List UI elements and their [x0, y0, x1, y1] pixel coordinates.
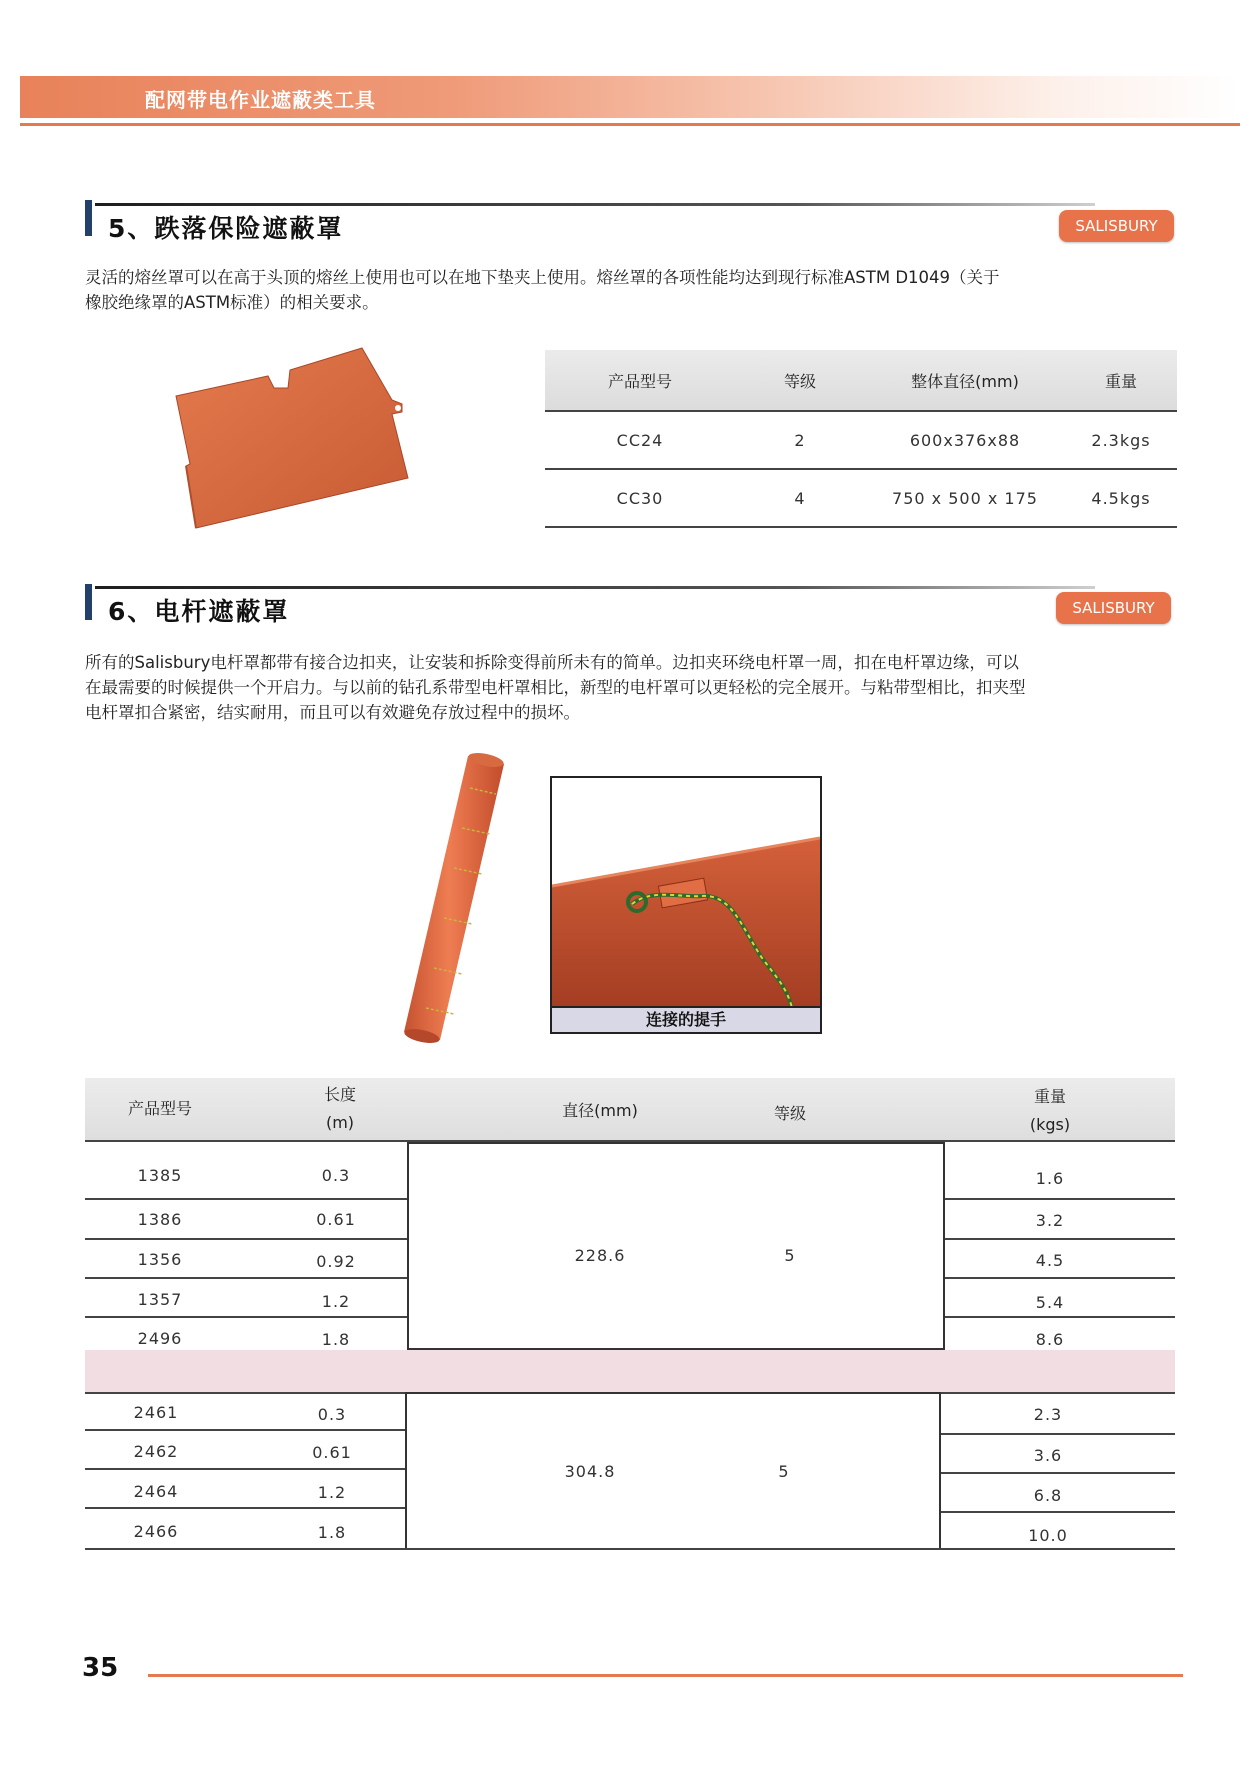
cell-length: 1.8	[317, 1523, 347, 1542]
footer-rule	[148, 1674, 1183, 1677]
cell-model: 2496	[137, 1329, 183, 1348]
cell-diameter: 750 x 500 x 175	[892, 488, 1038, 508]
header-title: 配网带电作业遮蔽类工具	[145, 88, 376, 112]
col-header-length-unit: (m)	[325, 1113, 355, 1132]
cell-grade: 2	[794, 430, 806, 450]
col-header-diameter: 直径(mm)	[562, 1101, 638, 1120]
cell-model: 2462	[133, 1442, 179, 1461]
col-header-length	[300, 1081, 380, 1137]
col-header-weight: 重量	[1104, 371, 1137, 391]
cell-weight: 5.4	[1035, 1293, 1065, 1312]
handle-closeup-photo	[550, 776, 822, 1034]
row-divider	[945, 1198, 1175, 1200]
cell-length: 0.61	[316, 1210, 356, 1229]
section5-description-line: 灵活的熔丝罩可以在高于头顶的熔丝上使用也可以在地下垫夹上使用。熔丝罩的各项性能均达到现行标准ASTM D1049（关于	[85, 268, 1000, 287]
cell-model: 1357	[137, 1290, 183, 1309]
cell-model: 1356	[137, 1250, 183, 1269]
row-divider	[85, 1507, 405, 1509]
col-header-weight-line: 重量	[1033, 1087, 1066, 1106]
row-divider	[941, 1472, 1175, 1474]
cell-length: 1.2	[317, 1483, 347, 1502]
cell-grade: 4	[794, 488, 806, 508]
cell-diameter: 600x376x88	[909, 430, 1021, 450]
cell-model: 1385	[137, 1166, 183, 1185]
cell-length: 1.8	[321, 1330, 351, 1349]
section6-rule	[95, 586, 1095, 589]
cell-length: 0.61	[312, 1443, 352, 1462]
cell-length: 0.92	[316, 1252, 356, 1271]
row-divider	[941, 1511, 1175, 1513]
row-divider	[85, 1429, 405, 1431]
group2-grade: 5	[778, 1462, 790, 1481]
section6-description-line: 所有的Salisbury电杆罩都带有接合边扣夹，让安装和拆除变得前所未有的简单。边扣夹环绕电杆罩一周，扣在电杆罩边缘，可以	[85, 653, 1019, 672]
cell-length: 0.3	[321, 1166, 351, 1185]
section5-rule	[95, 203, 1095, 206]
section6-marker	[85, 584, 92, 620]
col-header-model: 产品型号	[127, 1099, 192, 1118]
cell-model: CC24	[616, 430, 664, 450]
cell-weight: 2.3kgs	[1091, 430, 1151, 450]
section6-description-line: 电杆罩扣合紧密，结实耐用，而且可以有效避免存放过程中的损坏。	[85, 703, 580, 722]
row-divider	[945, 1277, 1175, 1279]
pole-cover-roll-image	[400, 748, 520, 1048]
section5-description-line: 橡胶绝缘罩的ASTM标准）的相关要求。	[85, 293, 379, 312]
cell-weight: 3.6	[1033, 1446, 1063, 1465]
row-divider	[85, 1277, 407, 1279]
row-divider	[941, 1433, 1175, 1435]
cell-model: 2466	[133, 1522, 179, 1541]
group2-diameter: 304.8	[564, 1462, 616, 1481]
cell-weight: 10.0	[1028, 1526, 1068, 1545]
cell-model: 1386	[137, 1210, 183, 1229]
cell-weight: 3.2	[1035, 1211, 1065, 1230]
group1-grade: 5	[784, 1246, 796, 1265]
section6-description	[85, 650, 1195, 725]
cell-weight: 6.8	[1033, 1486, 1063, 1505]
col-header-weight-unit: (kgs)	[1029, 1115, 1071, 1134]
section5-marker	[85, 200, 92, 236]
section6-brand-badge: SALISBURY	[1056, 592, 1171, 624]
group2-center-box	[405, 1392, 941, 1550]
row-divider	[85, 1198, 407, 1200]
table-bottom-rule	[85, 1548, 1175, 1550]
group1-center-box	[407, 1142, 945, 1350]
col-header-grade: 等级	[783, 371, 816, 391]
row-divider	[85, 1316, 407, 1318]
row-divider	[945, 1316, 1175, 1318]
table-row	[545, 470, 1177, 528]
handle-closeup-image	[552, 778, 820, 1010]
section6-heading: 6、电杆遮蔽罩	[108, 597, 290, 626]
section5-table-header	[545, 350, 1177, 412]
section5-description	[85, 265, 1185, 315]
cell-weight: 4.5kgs	[1091, 488, 1151, 508]
row-divider	[85, 1238, 407, 1240]
handle-photo-caption: 连接的提手	[550, 1006, 822, 1034]
cell-model: CC30	[616, 488, 664, 508]
col-header-length-line: 长度	[323, 1085, 356, 1104]
cell-length: 1.2	[321, 1292, 351, 1311]
row-divider	[85, 1468, 405, 1470]
cell-weight: 1.6	[1035, 1169, 1065, 1188]
row-divider	[945, 1238, 1175, 1240]
cell-weight: 2.3	[1033, 1405, 1063, 1424]
col-header-diameter: 整体直径(mm)	[911, 371, 1019, 391]
section5-brand-badge: SALISBURY	[1059, 210, 1174, 242]
group1-diameter: 228.6	[574, 1246, 626, 1265]
section5-table	[545, 350, 1177, 528]
col-header-model: 产品型号	[607, 371, 672, 391]
cell-weight: 8.6	[1035, 1330, 1065, 1349]
cell-length: 0.3	[317, 1405, 347, 1424]
header-rule	[20, 123, 1240, 126]
cell-weight: 4.5	[1035, 1251, 1065, 1270]
cell-model: 2461	[133, 1403, 179, 1422]
fuse-cover-image	[170, 340, 420, 540]
group-separator-band	[85, 1350, 1175, 1392]
col-header-weight	[1000, 1083, 1100, 1139]
col-header-grade: 等级	[773, 1104, 806, 1123]
section5-heading: 5、跌落保险遮蔽罩	[108, 214, 344, 243]
section6-description-line: 在最需要的时候提供一个开启力。与以前的钻孔系带型电杆罩相比，新型的电杆罩可以更轻松的完全展开。与粘带型相比，扣夹型	[85, 678, 1026, 697]
table-row	[545, 412, 1177, 470]
cell-model: 2464	[133, 1482, 179, 1501]
page-number: 35	[82, 1653, 119, 1683]
